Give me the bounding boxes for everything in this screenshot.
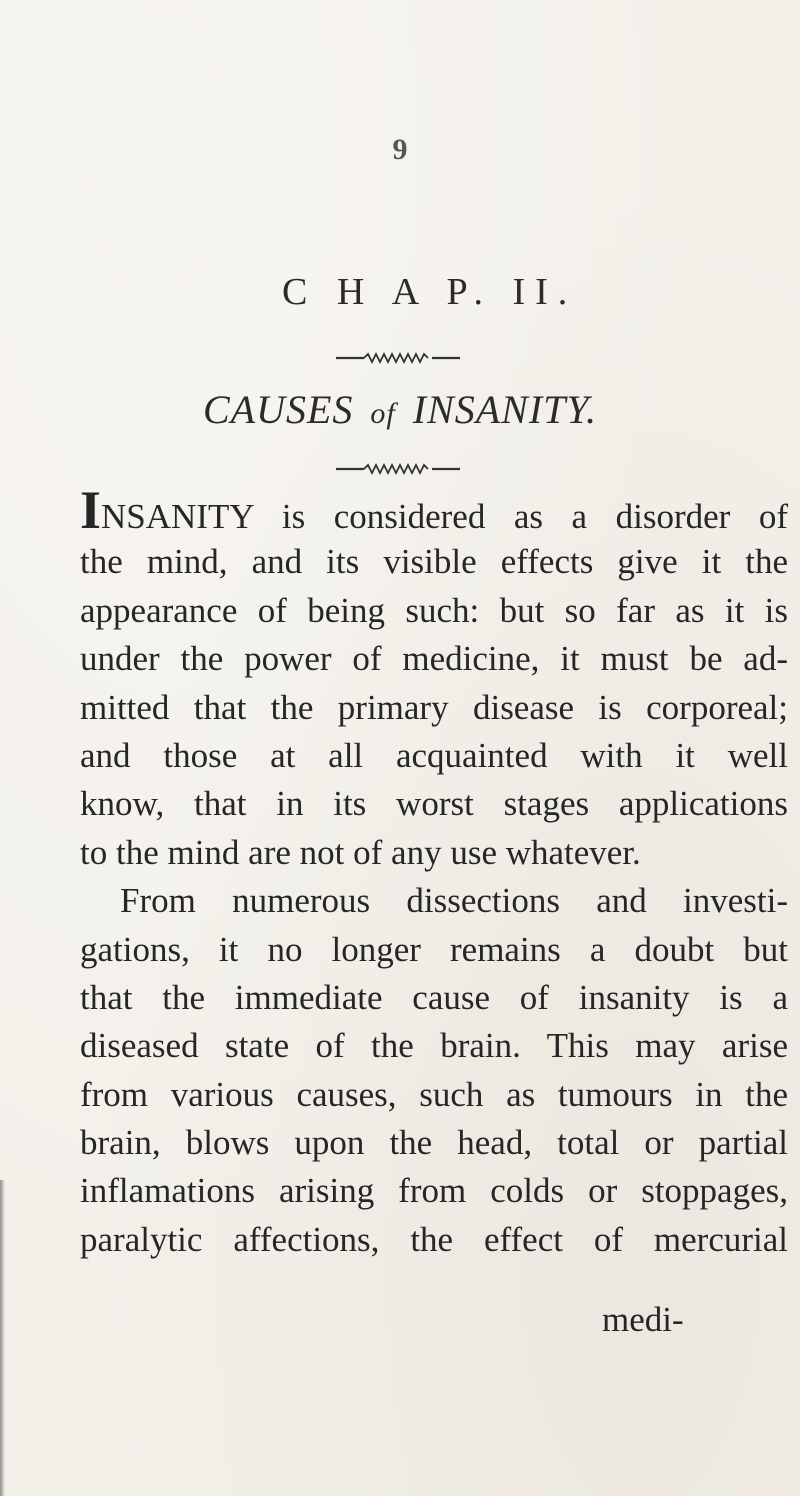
chapter-heading: C H A P. II. <box>282 271 578 313</box>
chapter-title <box>0 386 800 433</box>
ornament-rule-bottom <box>334 462 462 476</box>
chapter-title-of: of <box>370 397 396 430</box>
text-line: paralytic affections, the effect of mercurial <box>80 1219 788 1259</box>
page-number: 9 <box>392 133 408 166</box>
text-line: and those at all acquainted with it well <box>80 735 788 775</box>
drop-capital: I <box>80 480 102 540</box>
text-line: From numerous dissections and investi- <box>120 881 788 921</box>
body-text <box>80 480 788 1264</box>
text-line: mitted that the primary disease is corporeal; <box>80 687 788 727</box>
text-line: appearance of being such: but so far as it is <box>80 590 788 630</box>
chapter-title-causes: CAUSES <box>202 387 354 432</box>
text-line: know, that in its worst stages applications <box>80 784 788 824</box>
text-line: gations, it no longer remains a doubt but <box>80 929 788 969</box>
binding-shadow <box>0 1180 5 1496</box>
text-line: INSANITY is considered as a disorder of <box>80 480 788 540</box>
text-line: that the immediate cause of insanity is a <box>80 977 788 1017</box>
text-line: brain, blows upon the head, total or partial <box>80 1123 788 1163</box>
text-line: inflamations arising from colds or stoppages, <box>80 1171 788 1211</box>
text-line: under the power of medicine, it must be ad- <box>80 639 788 679</box>
ornament-rule-top <box>334 351 462 365</box>
text-line: from various causes, such as tumours in the <box>80 1074 788 1114</box>
chapter-title-insanity: INSANITY. <box>412 387 598 432</box>
text-line: to the mind are not of any use whatever. <box>80 832 641 872</box>
catchword: medi- <box>602 1300 684 1339</box>
text-line: the mind, and its visible effects give it the <box>80 542 788 582</box>
text-line: diseased state of the brain. This may arise <box>80 1026 788 1066</box>
